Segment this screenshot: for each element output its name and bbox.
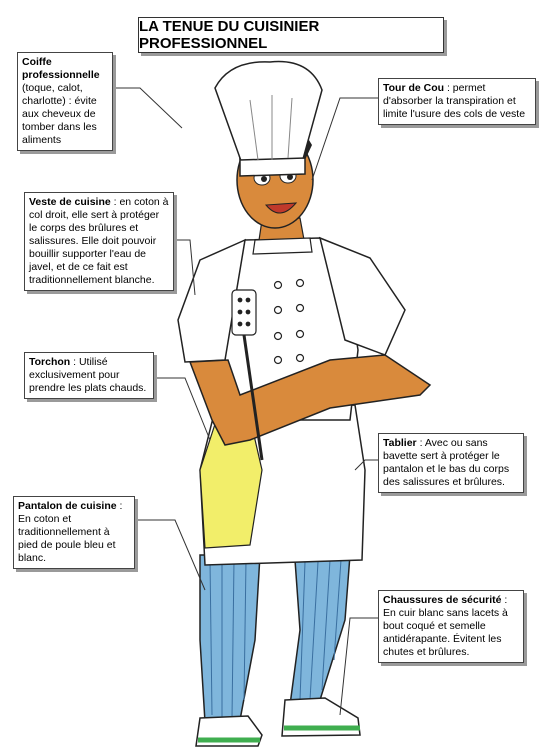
- label-term: Coiffe professionnelle: [22, 56, 100, 81]
- label-veste: [24, 192, 174, 291]
- label-torchon: [24, 352, 154, 399]
- label-coiffe: [17, 52, 113, 151]
- label-text: : En coton et traditionnellement à pied de poule bleu et blanc.: [18, 500, 123, 564]
- diagram-title: LA TENUE DU CUISINIER PROFESSIONNEL: [138, 17, 444, 53]
- label-term: Pantalon de cuisine: [18, 500, 117, 512]
- label-term: Chaussures de sécurité: [383, 594, 502, 606]
- label-tablier: [378, 433, 524, 493]
- label-pantalon: [13, 496, 135, 569]
- label-text: : en coton à col droit, elle sert à protéger le corps des brûlures et salissures. Elle doit pouvoir bouillir supporter l'eau de javel, et de ce fait est traditionnellement blanche.: [29, 196, 169, 286]
- label-chaussures: [378, 590, 524, 663]
- label-term: Tour de Cou: [383, 82, 445, 94]
- label-term: Veste de cuisine: [29, 196, 111, 208]
- label-text: : Avec ou sans bavette sert à protéger le pantalon et le bas du corps des salissures et brûlures.: [383, 437, 510, 488]
- label-text: : En cuir blanc sans lacets à bout coqué et semelle antidérapante. Évitent les chutes et brûlures.: [383, 594, 508, 658]
- pants-illustration: [200, 555, 350, 722]
- label-tour-de-cou: [378, 78, 536, 125]
- label-text: : permet d'absorber la transpiration et limite l'usure des cols de veste: [383, 82, 526, 120]
- label-text: (toque, calot, charlotte) : évite aux cheveux de tomber dans les aliments: [22, 82, 97, 146]
- label-term: Torchon: [29, 356, 71, 368]
- label-term: Tablier: [383, 437, 417, 449]
- label-text: : Utilisé exclusivement pour prendre les plats chauds.: [29, 356, 147, 394]
